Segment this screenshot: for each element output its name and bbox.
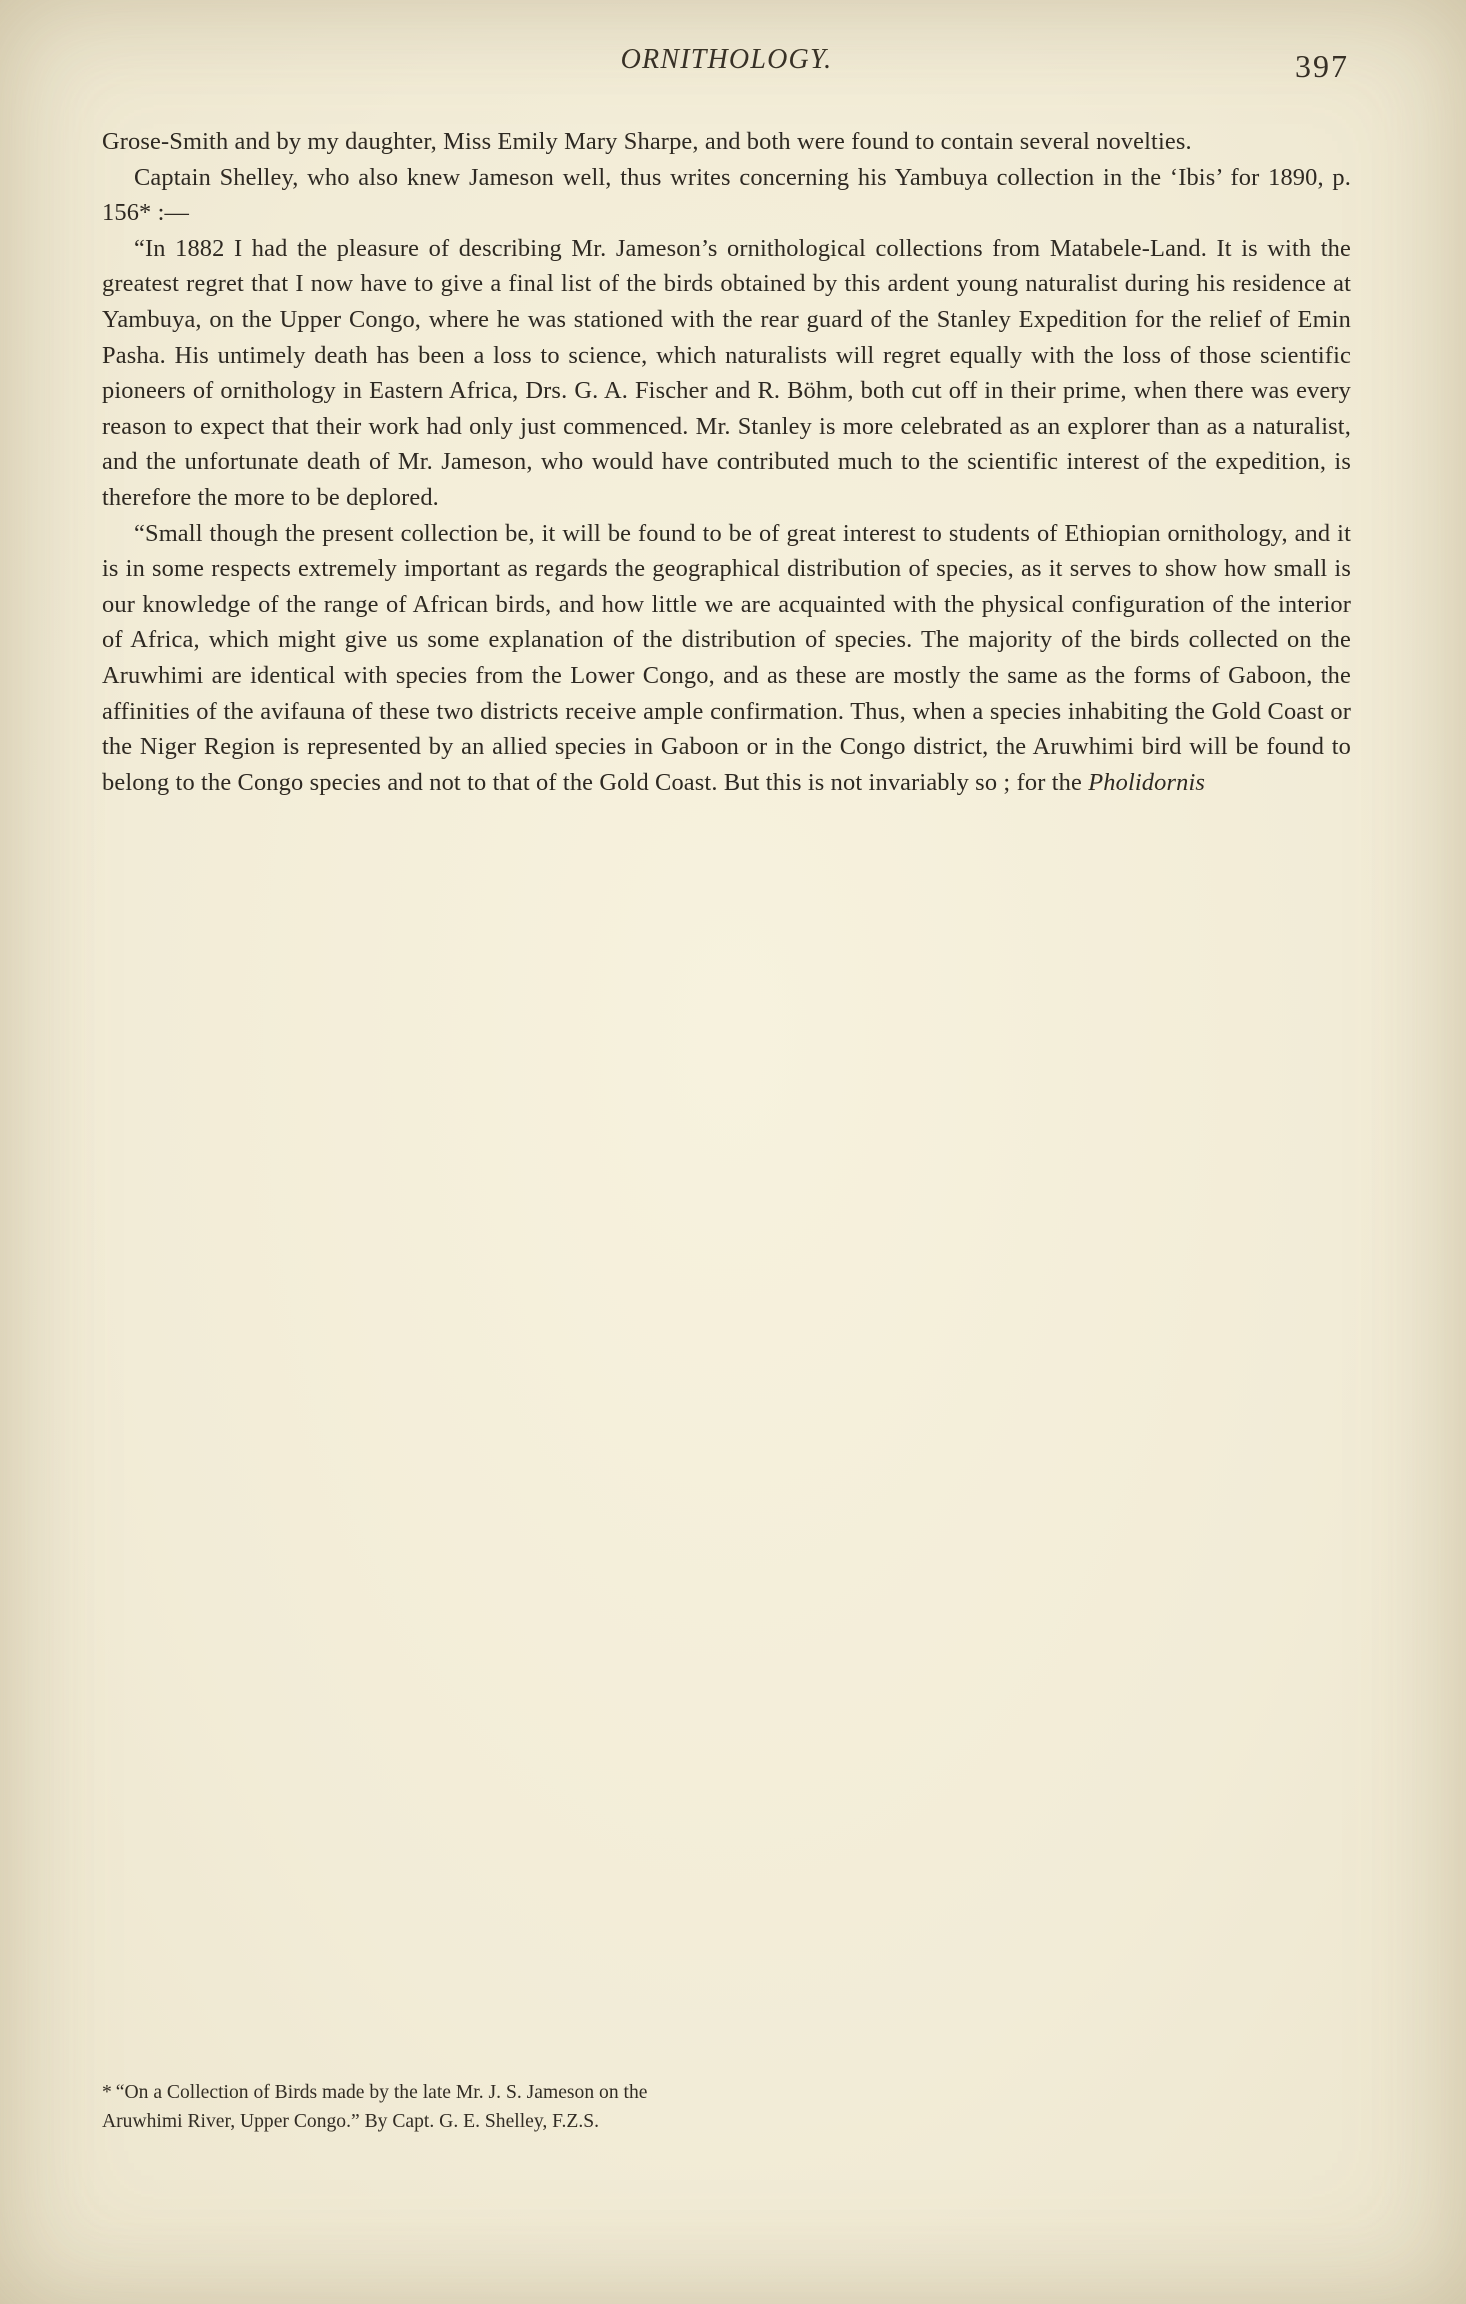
running-head	[102, 44, 1351, 102]
paragraph	[102, 516, 1351, 801]
footnote-line-2: Aruwhimi River, Upper Congo.” By Capt. G. E. Shelley, F.Z.S.	[102, 2111, 600, 2132]
page-number: 397	[1295, 48, 1349, 84]
species-name: Pholidornis	[1088, 768, 1206, 796]
paragraph: “In 1882 I had the pleasure of describing Mr. Jameson’s ornithological collections from Matabele-Land. It is with the greatest regret that I now have to give a final list of the birds obtained by this ardent young naturalist during his residence at Yambuya, on the Upper Congo, where he was stationed with the rear guard of the Stanley Expedition for the relief of Emin Pasha. His untimely death has been a loss to science, which naturalists will regret equally with the loss of those scientific pioneers of ornithology in Eastern Africa, Drs. G. A. Fischer and R. Böhm, both cut off in their prime, when there was every reason to expect that their work had only just commenced. Mr. Stanley is more celebrated as an explorer than as a naturalist, and the unfortunate death of Mr. Jameson, who would have contributed much to the scientific interest of the expedition, is therefore the more to be deplored.	[102, 234, 1351, 511]
footnote-text: “On a Collection of Birds made by the late Mr. J. S. Jameson on the	[115, 2082, 648, 2103]
footnote	[102, 2078, 1351, 2136]
paragraph: Captain Shelley, who also knew Jameson well, thus writes concerning his Yambuya collection in the ‘Ibis’ for 1890, p. 156* :—	[102, 163, 1351, 227]
paragraph-text: “Small though the present collection be, it will be found to be of great interest to students of Ethiopian ornithology, and it is in some respects extremely important as regards the geographical distribution of species, as it serves to show how small is our knowledge of the range of African birds, and how little we are acquainted with the physical configuration of the interior of Africa, which might give us some explanation of the distribution of species. The majority of the birds collected on the Aruwhimi are identical with species from the Lower Congo, and as these are mostly the same as the forms of Gaboon, the affinities of the avifauna of these two districts receive ample confirmation. Thus, when a species inhabiting the Gold Coast or the Niger Region is represented by an allied species in Gaboon or in the Congo district, the Aruwhimi bird will be found to belong to the Congo species and not to that of the Gold Coast. But this is not invariably so ; for the	[102, 519, 1351, 796]
footnote-marker: *	[102, 2082, 112, 2103]
footnote-line-1	[102, 2078, 1351, 2107]
paragraph: Grose-Smith and by my daughter, Miss Emily Mary Sharpe, and both were found to contain several novelties.	[102, 128, 1192, 155]
running-head-title: ORNITHOLOGY.	[620, 44, 833, 75]
body-text	[102, 124, 1351, 800]
